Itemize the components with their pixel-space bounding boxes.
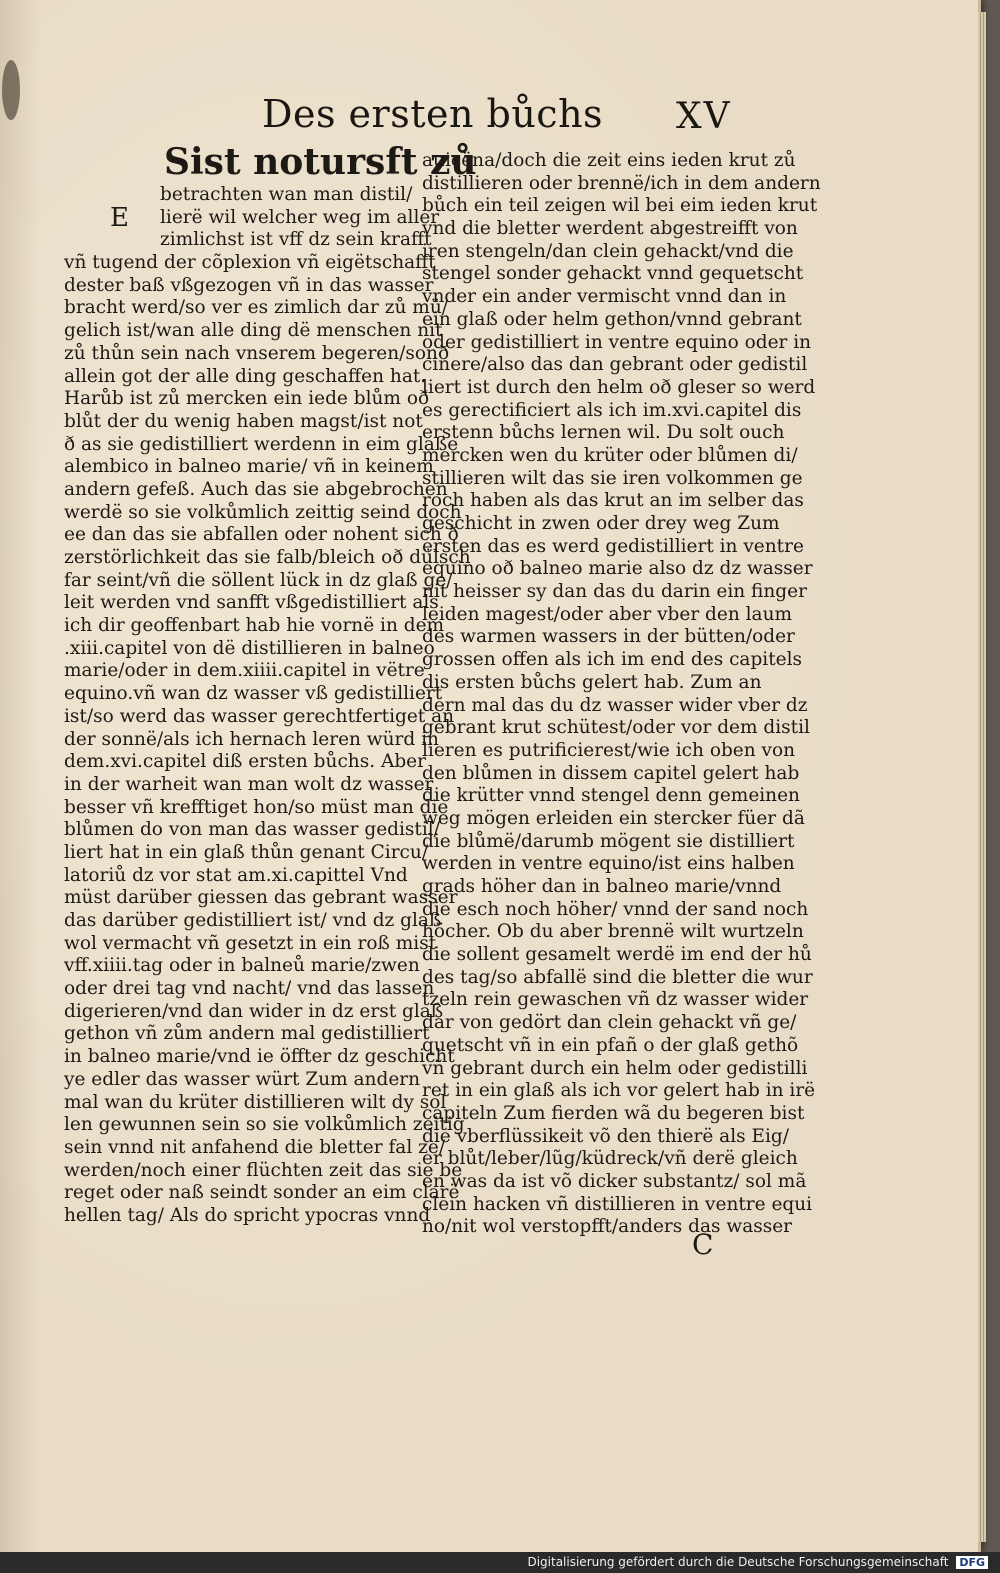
text-line: nit heisser sy dan das du darin ein finger — [422, 581, 807, 603]
text-line: ee dan das sie abfallen oder nohent sich ð — [64, 524, 459, 546]
chapter-heading: Sist notursft zů — [164, 141, 477, 183]
left-column — [64, 141, 477, 1228]
text-line: vñ gebrant durch ein helm oder gedistilli — [422, 1057, 808, 1079]
text-line: dar von gedört dan clein gehackt vñ ge/ — [422, 1012, 797, 1034]
text-line: Harůb ist zů mercken ein iede blům oð — [64, 388, 430, 410]
text-line: .xiii.capitel von dë distillieren in balneo — [64, 637, 435, 659]
text-line: müst darüber giessen das gebrant wasser — [64, 887, 458, 909]
text-line: distillieren oder brennë/ich in dem andern — [422, 172, 821, 194]
text-line: dis ersten bůchs gelert hab. Zum an — [422, 671, 762, 693]
text-line: weg mögen erleiden ein stercker füer dã — [422, 807, 805, 829]
left-column-lines — [64, 184, 471, 1228]
dfg-logo: DFG — [956, 1556, 988, 1569]
text-line: zerstörlichkeit das sie falb/bleich oð dülsch — [64, 547, 471, 568]
text-line: sein vnnd nit anfahend die bletter fal ze/ — [64, 1136, 446, 1158]
text-line: vnder ein ander vermischt vnnd dan in — [422, 286, 787, 308]
text-line: blůt der du wenig haben magst/ist not — [64, 410, 423, 432]
text-line: werdë so sie volkůmlich zeittig seind doch — [64, 501, 462, 523]
text-line: dester baß vßgezogen vñ in das wasser — [64, 274, 434, 296]
text-line: gethon vñ zům andern mal gedistilliert — [64, 1023, 430, 1045]
text-line: capiteln Zum fierden wã du begeren bist — [422, 1102, 805, 1124]
text-line: hellen tag/ Als do spricht ypocras vnnd — [64, 1204, 431, 1226]
text-line: gebrant krut schütest/oder vor dem distil — [422, 717, 810, 739]
text-line: lierë wil welcher weg im aller — [160, 206, 440, 228]
text-line: mal wan du krüter distillieren wilt dy sol — [64, 1091, 447, 1113]
text-line: in der warheit wan man wolt dz wasser — [64, 773, 434, 795]
text-line: len gewunnen sein so sie volkůmlich zeitig — [64, 1114, 465, 1136]
right-column — [422, 150, 821, 1239]
text-line: zů thůn sein nach vnserem begeren/sonð — [64, 342, 450, 364]
text-line: das darüber gedistilliert ist/ vnd dz glaß — [64, 910, 442, 931]
text-line: andern gefeß. Auch das sie abgebrochen — [64, 478, 448, 500]
text-line: die vberflüssikeit võ den thierë als Eig/ — [422, 1125, 789, 1147]
text-line: dern mal das du dz wasser wider vber dz — [422, 694, 808, 716]
text-line: en was da ist võ dicker substantz/ sol mã — [422, 1170, 807, 1192]
text-line: mercken wen du krüter oder blůmen di/ — [422, 444, 798, 466]
text-line: erstenn bůchs lernen wil. Du solt ouch — [422, 422, 785, 444]
text-line: liert ist durch den helm oð gleser so werd — [422, 376, 816, 398]
text-line: die esch noch höher/ vnnd der sand noch — [422, 898, 809, 920]
text-line: vff.xiiii.tag oder in balneů marie/zwen — [64, 955, 420, 977]
text-line: alembico in balneo marie/ vñ in keinem — [64, 456, 434, 478]
text-line: der sonnë/als ich hernach leren würd in — [64, 728, 439, 750]
text-line: latoriů dz vor stat am.xi.capittel Vnd — [64, 864, 408, 886]
text-line: die sollent gesamelt werdë im end der hů — [422, 944, 812, 966]
text-line: iren stengeln/dan clein gehackt/vnd die — [422, 240, 794, 262]
signature-mark: C — [692, 1228, 714, 1261]
text-line: die blůmë/darumb mögent sie distilliert — [422, 830, 795, 852]
text-line: werden in ventre equino/ist eins halben — [422, 853, 795, 875]
text-line: die krütter vnnd stengel denn gemeinen — [422, 785, 800, 807]
text-line: vnd die bletter werdent abgestreifft von — [422, 218, 798, 240]
text-line: ist/so werd das wasser gerechtfertiget an — [64, 705, 455, 727]
right-column-lines — [422, 150, 821, 1239]
page-edge — [978, 12, 986, 1542]
text-line: vñ tugend der cõplexion vñ eigëtschafft — [64, 252, 436, 274]
text-line: blůmen do von man das wasser gedistil/ — [64, 819, 440, 841]
text-line: ein glaß oder helm gethon/vnnd gebrant — [422, 308, 802, 330]
footer-credit-text: Digitalisierung gefördert durch die Deutsche Forschungsgemeinschaft — [527, 1555, 949, 1569]
folio-number: XV — [676, 96, 732, 137]
text-line: des warmen wassers in der bütten/oder — [422, 626, 795, 648]
text-line: des tag/so abfallë sind die bletter die wur — [422, 966, 813, 988]
text-line: grads höher dan in balneo marie/vnnd — [422, 876, 782, 897]
text-line: leit werden vnd sanfft vßgedistilliert als — [64, 592, 439, 614]
ink-stain — [2, 60, 20, 120]
running-head: Des ersten bůchs — [262, 92, 604, 136]
text-line: allein got der alle ding geschaffen hat. — [64, 365, 427, 387]
text-line: lieren es putrificierest/wie ich oben von — [422, 739, 796, 761]
text-line: geschicht in zwen oder drey weg Zum — [422, 513, 780, 534]
text-line: marie/oder in dem.xiiii.capitel in vëtre — [64, 660, 425, 682]
text-line: wol vermacht vñ gesetzt in ein roß mist — [64, 932, 437, 954]
text-line: werden/noch einer flüchten zeit das sie be — [64, 1159, 463, 1181]
text-line: höcher. Ob du aber brennë wilt wurtzeln — [422, 921, 804, 943]
text-line: den blůmen in dissem capitel gelert hab — [422, 762, 800, 784]
footer-credit — [527, 1555, 988, 1569]
text-line: equino.vñ wan dz wasser vß gedistilliert — [64, 683, 443, 705]
text-line: besser vñ krefftiget hon/so müst man die — [64, 796, 449, 818]
text-line: quetscht vñ in ein pfañ o der glaß gethõ — [422, 1034, 799, 1056]
text-line: betrachten wan man distil/ — [160, 184, 413, 205]
text-line: clein hacken vñ distillieren in ventre equi — [422, 1193, 813, 1215]
text-line: ich dir geoffenbart hab hie vornë in dem — [64, 615, 445, 637]
text-line: dem.xvi.capitel diß ersten bůchs. Aber — [64, 751, 426, 773]
text-line: stengel sonder gehackt vnnd gequetscht — [422, 263, 804, 285]
text-line: reget oder naß seindt sonder an eim clarë — [64, 1182, 460, 1204]
text-line: liert hat in ein glaß thůn genant Circu/ — [64, 841, 429, 863]
text-line: digerieren/vnd dan wider in dz erst glaß — [64, 1000, 444, 1022]
text-line: ersten das es werd gedistilliert in ventre — [422, 535, 804, 557]
text-line: cinere/also das dan gebrant oder gedistil — [422, 354, 808, 376]
text-line: leiden magest/oder aber vber den laum — [422, 603, 793, 625]
text-line: tzeln rein gewaschen vñ dz wasser wider — [422, 989, 809, 1011]
text-line: ret in ein glaß als ich vor gelert hab in irë — [422, 1080, 816, 1102]
text-line: bracht werd/so ver es zimlich dar zů mü/ — [64, 297, 448, 319]
text-line: far seint/vñ die söllent lück in dz glaß ge/ — [64, 569, 453, 591]
text-line: equino oð balneo marie also dz dz wasser — [422, 558, 813, 580]
text-line: auicëna/doch die zeit eins ieden krut zů — [422, 150, 796, 171]
text-line: zimlichst ist vff dz sein krafft — [160, 229, 432, 251]
text-line: gelich ist/wan alle ding dë menschen nit — [64, 320, 443, 342]
text-line: ye edler das wasser würt Zum andern — [64, 1068, 421, 1090]
footer-bar — [0, 1552, 1000, 1573]
text-line: stillieren wilt das sie iren volkommen ge — [422, 467, 803, 489]
text-line: no/nit wol verstopfft/anders das wasser — [422, 1216, 793, 1238]
text-line: es gerectificiert als ich im.xvi.capitel dis — [422, 399, 802, 421]
text-line: er blůt/leber/lũg/küdreck/vñ derë gleich — [422, 1148, 798, 1170]
text-line: ð as sie gedistilliert werdenn in eim glaße — [64, 433, 459, 455]
text-line: grossen offen als ich im end des capitels — [422, 649, 803, 671]
text-line: bůch ein teil zeigen wil bei eim ieden krut — [422, 195, 818, 217]
text-line: oder drei tag vnd nacht/ vnd das lassen — [64, 978, 435, 1000]
initial-marker: E — [110, 203, 129, 233]
text-line: roch haben als das krut an im selber das — [422, 490, 804, 512]
text-line: in balneo marie/vnd ie öffter dz geschicht — [64, 1046, 455, 1068]
text-line: oder gedistilliert in ventre equino oder in — [422, 331, 812, 353]
